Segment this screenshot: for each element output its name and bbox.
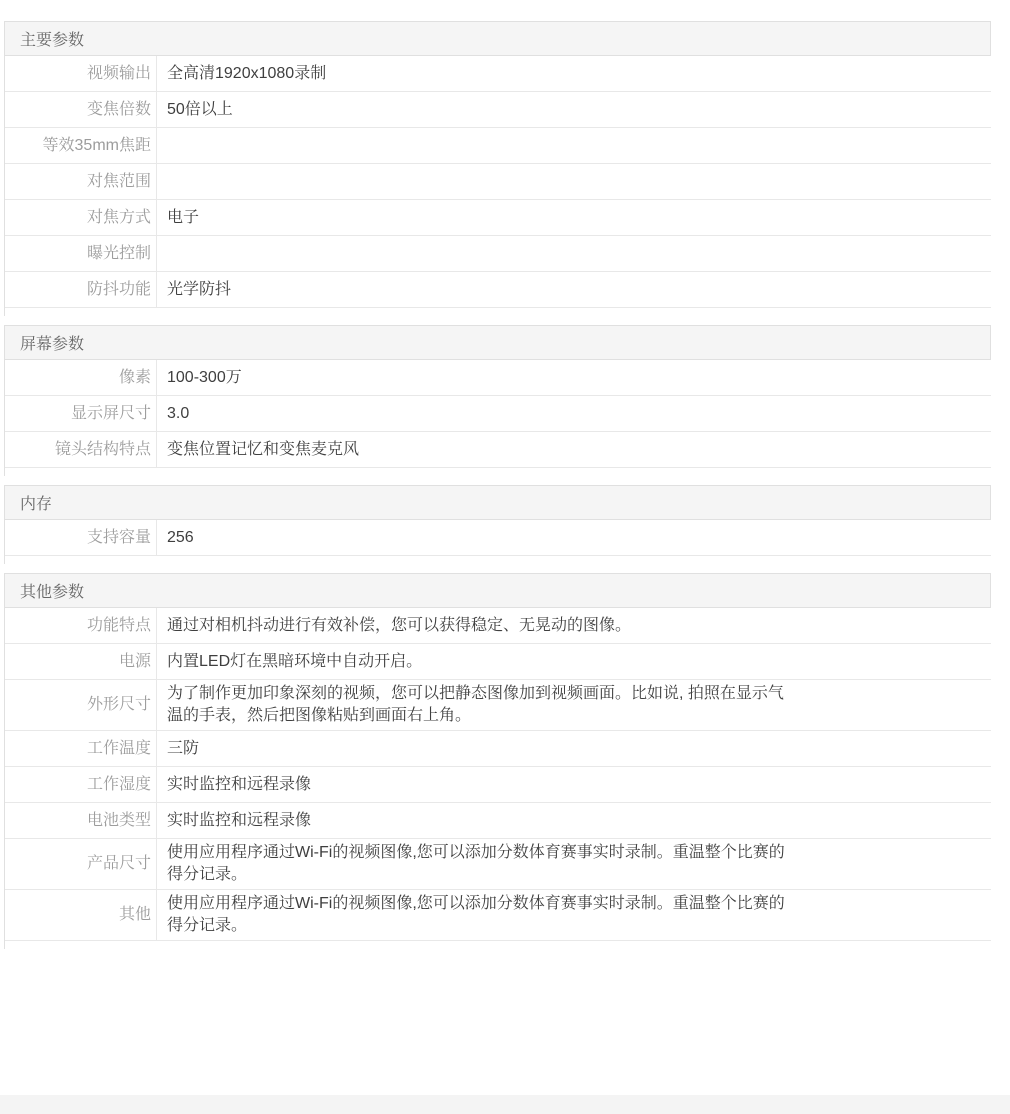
- section-title: 主要参数: [20, 32, 85, 49]
- section-header: [5, 325, 991, 360]
- section-header: [5, 485, 991, 520]
- spec-label: 对焦范围: [5, 164, 156, 200]
- table-row: [5, 803, 991, 839]
- spec-value: 光学防抖: [167, 280, 232, 298]
- spec-value: 变焦位置记忆和变焦麦克风: [167, 440, 360, 458]
- table-row: [5, 767, 991, 803]
- spec-value: 3.0: [167, 404, 190, 422]
- spec-label: 等效35mm焦距: [5, 128, 156, 164]
- table-row: [5, 680, 991, 731]
- spec-value: 为了制作更加印象深刻的视频，您可以把静态图像加到视频画面。比如说, 拍照在显示气温的手表，然后把图像粘贴到画面右上角。: [167, 685, 784, 724]
- spec-section: [4, 485, 991, 564]
- spec-label: 外形尺寸: [5, 680, 156, 731]
- table-row: [5, 128, 991, 164]
- spec-label: 产品尺寸: [5, 839, 156, 890]
- table-row: [5, 360, 991, 396]
- spec-value-cell: [156, 803, 991, 839]
- spec-value: 电子: [167, 208, 200, 226]
- spec-label: 显示屏尺寸: [5, 396, 156, 432]
- spec-value: 256: [167, 528, 194, 546]
- spec-value-cell: [156, 200, 991, 236]
- spec-value-cell: [156, 360, 991, 396]
- spec-value-cell: [156, 236, 991, 272]
- spec-label: 镜头结构特点: [5, 432, 156, 468]
- spec-value: 100-300万: [167, 368, 242, 386]
- spec-value-cell: [156, 767, 991, 803]
- spec-label: 像素: [5, 360, 156, 396]
- spec-value-cell: [156, 644, 991, 680]
- spec-table: [5, 520, 991, 556]
- spec-value-cell: [156, 128, 991, 164]
- spec-value: 三防: [167, 739, 200, 757]
- spec-section: [4, 573, 991, 949]
- table-row: [5, 200, 991, 236]
- spec-value-cell: [156, 432, 991, 468]
- spec-label: 变焦倍数: [5, 92, 156, 128]
- spec-label: 支持容量: [5, 520, 156, 556]
- spec-value: 内置LED灯在黑暗环境中自动开启。: [167, 652, 423, 670]
- spec-value: 全高清1920x1080录制: [167, 64, 327, 82]
- table-row: [5, 890, 991, 941]
- spec-value: 实时监控和远程录像: [167, 775, 312, 793]
- table-row: [5, 92, 991, 128]
- spec-value: 使用应用程序通过Wi-Fi的视频图像,您可以添加分数体育赛事实时录制。重温整个比赛的得分记录。: [167, 895, 785, 934]
- spec-label: 电源: [5, 644, 156, 680]
- spec-label: 曝光控制: [5, 236, 156, 272]
- section-header: [5, 21, 991, 56]
- spec-value-cell: [156, 396, 991, 432]
- footer-bar: [0, 1095, 1010, 1114]
- spec-table: [5, 56, 991, 308]
- table-row: [5, 236, 991, 272]
- spec-value-cell: [156, 272, 991, 308]
- spec-value: 通过对相机抖动进行有效补偿，您可以获得稳定、无晃动的图像。: [167, 616, 632, 634]
- spec-value: 使用应用程序通过Wi-Fi的视频图像,您可以添加分数体育赛事实时录制。重温整个比赛的得分记录。: [167, 844, 785, 883]
- table-row: [5, 731, 991, 767]
- spec-section: [4, 325, 991, 476]
- spec-label: 对焦方式: [5, 200, 156, 236]
- table-row: [5, 608, 991, 644]
- section-title: 屏幕参数: [20, 336, 85, 353]
- spec-value-cell: [156, 680, 991, 731]
- table-row: [5, 56, 991, 92]
- table-row: [5, 272, 991, 308]
- table-row: [5, 839, 991, 890]
- table-row: [5, 164, 991, 200]
- section-title: 其他参数: [20, 584, 85, 601]
- spec-label: 工作湿度: [5, 767, 156, 803]
- spec-page: [4, 21, 991, 958]
- spec-table: [5, 360, 991, 468]
- section-header: [5, 573, 991, 608]
- spec-value: 实时监控和远程录像: [167, 811, 312, 829]
- table-row: [5, 396, 991, 432]
- spec-section: [4, 21, 991, 316]
- spec-label: 工作温度: [5, 731, 156, 767]
- spec-label: 电池类型: [5, 803, 156, 839]
- spec-table: [5, 608, 991, 941]
- spec-label: 其他: [5, 890, 156, 941]
- spec-value-cell: [156, 92, 991, 128]
- spec-value-cell: [156, 608, 991, 644]
- spec-label: 功能特点: [5, 608, 156, 644]
- spec-value-cell: [156, 839, 991, 890]
- section-title: 内存: [20, 496, 53, 513]
- spec-value: 50倍以上: [167, 100, 233, 118]
- spec-value-cell: [156, 731, 991, 767]
- spec-label: 视频输出: [5, 56, 156, 92]
- table-row: [5, 432, 991, 468]
- spec-value-cell: [156, 164, 991, 200]
- spec-sections: [4, 21, 991, 949]
- spec-value-cell: [156, 890, 991, 941]
- spec-value-cell: [156, 520, 991, 556]
- table-row: [5, 644, 991, 680]
- spec-value-cell: [156, 56, 991, 92]
- spec-label: 防抖功能: [5, 272, 156, 308]
- table-row: [5, 520, 991, 556]
